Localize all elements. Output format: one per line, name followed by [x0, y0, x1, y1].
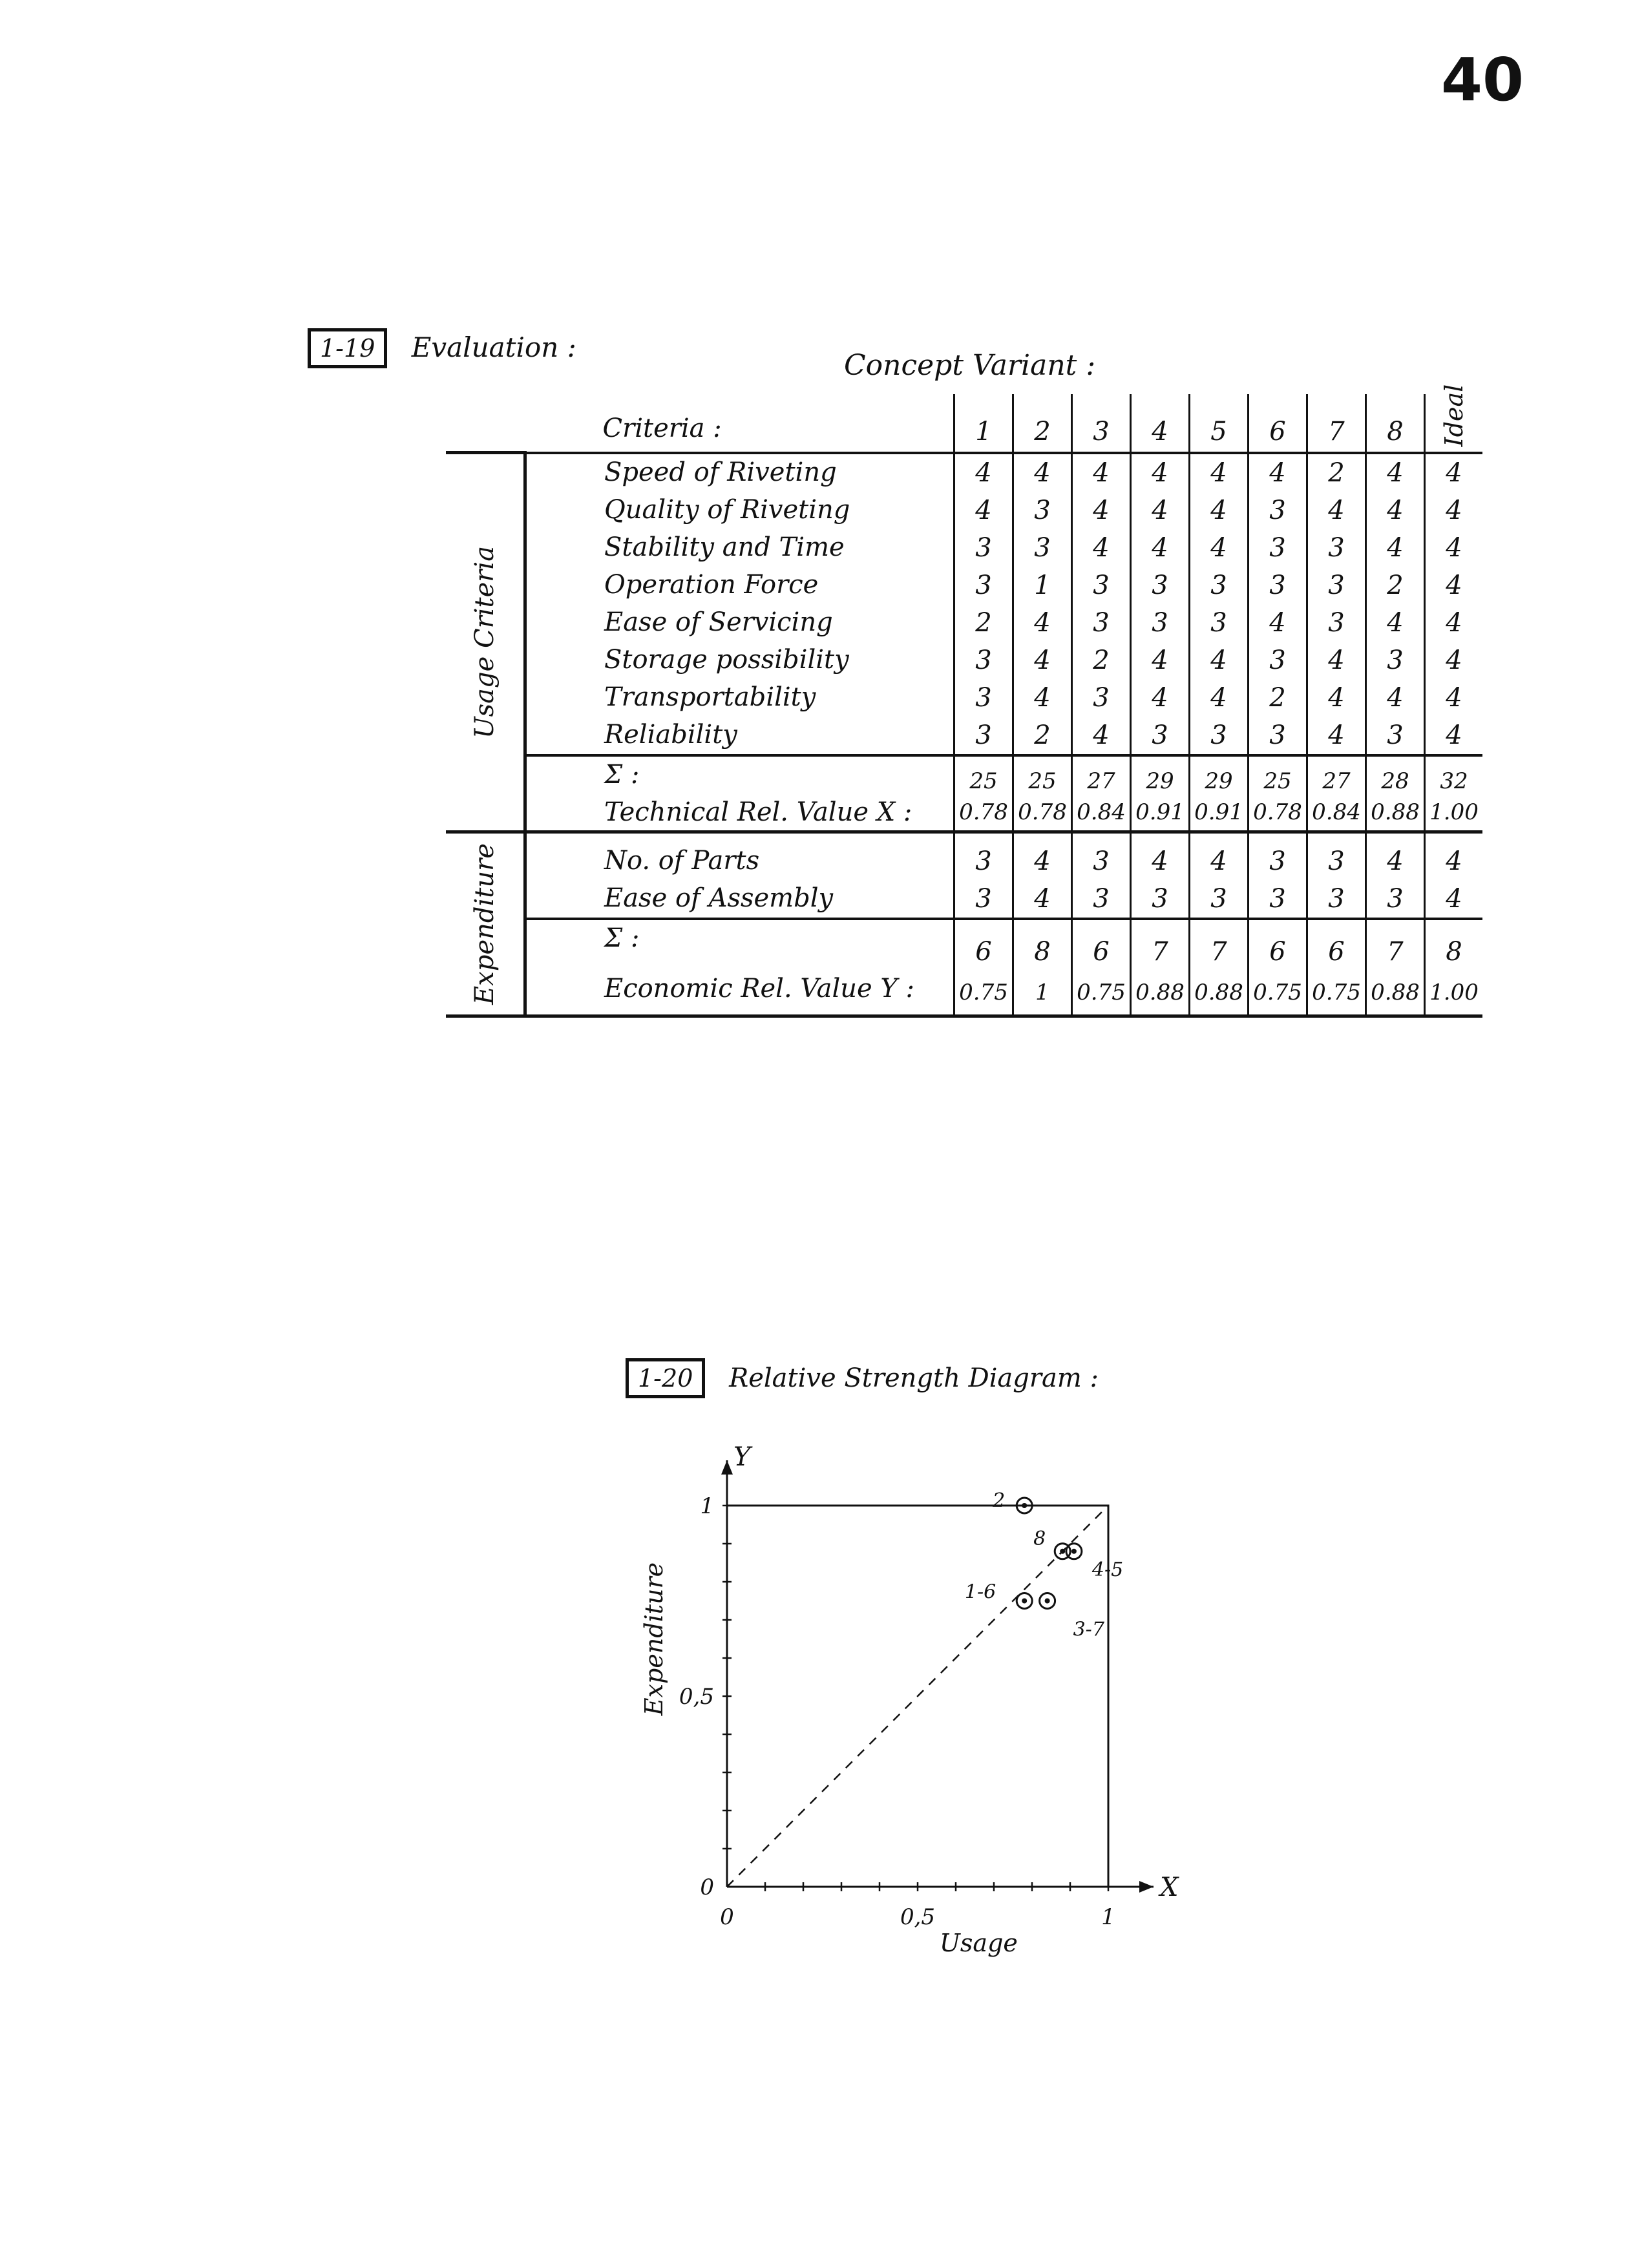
expenditure-sum-label: Σ : — [525, 919, 954, 971]
expenditure-score-cell: 3 — [1249, 832, 1307, 880]
score-cell: 4 — [1190, 453, 1249, 492]
score-cell: 4 — [1013, 679, 1072, 717]
variant-header: 6 — [1249, 394, 1307, 453]
usage-sum-cell: 27 — [1072, 755, 1131, 794]
economic-value-cell: 0.75 — [1249, 971, 1307, 1016]
expenditure-section-label — [446, 832, 525, 1016]
y-tick-label: 0,5 — [679, 1684, 714, 1710]
expenditure-score-cell: 3 — [1131, 880, 1190, 919]
score-cell: 4 — [1072, 492, 1131, 529]
expenditure-score-cell: 4 — [1366, 832, 1425, 880]
criteria-name: Storage possibility — [604, 644, 849, 675]
page-number: 40 — [1440, 45, 1524, 114]
usage-sum-cell: 25 — [1249, 755, 1307, 794]
point-label: 4-5 — [1091, 1558, 1124, 1581]
expenditure-score-cell: 4 — [1013, 880, 1072, 919]
economic-value-cell: 1 — [1013, 971, 1072, 1016]
score-cell: 3 — [1307, 567, 1366, 604]
economic-value-cell: 0.75 — [1072, 971, 1131, 1016]
expenditure-sum-cell: 7 — [1366, 919, 1425, 971]
criteria-name: Transportability — [604, 682, 816, 712]
usage-sum-cell: 27 — [1307, 755, 1366, 794]
score-cell: 4 — [1072, 453, 1131, 492]
score-cell: 3 — [1307, 529, 1366, 567]
expenditure-score-cell: 4 — [1190, 832, 1249, 880]
expenditure-score-cell: 3 — [1366, 880, 1425, 919]
technical-value-cell: 0.78 — [1013, 794, 1072, 832]
x-tick-label: 1 — [1101, 1904, 1115, 1930]
score-cell: 3 — [1131, 604, 1190, 642]
variant-header: 4 — [1131, 394, 1190, 453]
score-cell: 3 — [1190, 604, 1249, 642]
score-cell: 3 — [1249, 642, 1307, 679]
score-cell: 4 — [1013, 642, 1072, 679]
score-cell: 3 — [1072, 567, 1131, 604]
score-cell: 4 — [1307, 679, 1366, 717]
relative-strength-diagram — [582, 1434, 1241, 1990]
criteria-name: Stability and Time — [604, 532, 845, 562]
y-axis-label: Expenditure — [640, 1562, 668, 1716]
economic-value-cell: 0.75 — [1307, 971, 1366, 1016]
expenditure-score-cell: 3 — [1072, 832, 1131, 880]
expenditure-sum-cell: 8 — [1425, 919, 1483, 971]
concept-variant-heading: Concept Variant : — [844, 349, 1096, 382]
score-cell: 4 — [1425, 453, 1483, 492]
data-point-center — [1022, 1503, 1027, 1508]
diagram-title: Relative Strength Diagram : — [729, 1363, 1099, 1393]
score-cell: 4 — [1190, 642, 1249, 679]
point-label: 8 — [1033, 1527, 1046, 1550]
criteria-header: Criteria : — [525, 394, 954, 453]
data-point-center — [1060, 1549, 1065, 1554]
expenditure-score-cell: 4 — [1131, 832, 1190, 880]
criteria-row — [446, 679, 1482, 717]
data-point-center — [1045, 1599, 1050, 1604]
technical-value-cell: 0.91 — [1131, 794, 1190, 832]
expenditure-row — [446, 832, 1482, 880]
expenditure-sum-cell: 6 — [1072, 919, 1131, 971]
expenditure-sum-cell: 6 — [954, 919, 1013, 971]
point-label: 2 — [993, 1489, 1006, 1512]
evaluation-table — [446, 384, 1482, 1018]
expenditure-sum-cell: 7 — [1190, 919, 1249, 971]
score-cell: 4 — [1131, 453, 1190, 492]
expenditure-sum-cell: 7 — [1131, 919, 1190, 971]
criteria-row — [446, 642, 1482, 679]
score-cell: 4 — [1366, 492, 1425, 529]
expenditure-score-cell: 4 — [1013, 832, 1072, 880]
usage-criteria-label: Usage Criteria — [470, 545, 500, 739]
criteria-name: Quality of Riveting — [604, 494, 850, 525]
score-cell: 4 — [1425, 529, 1483, 567]
expenditure-score-cell: 3 — [1249, 880, 1307, 919]
point-label: 3-7 — [1073, 1618, 1104, 1641]
variant-header-ideal — [1425, 384, 1483, 453]
score-cell: 4 — [1425, 604, 1483, 642]
score-cell: 2 — [1307, 453, 1366, 492]
score-cell: 3 — [1072, 679, 1131, 717]
score-cell: 3 — [1190, 567, 1249, 604]
score-cell: 2 — [1366, 567, 1425, 604]
score-cell: 1 — [1013, 567, 1072, 604]
expenditure-score-cell: 3 — [954, 832, 1013, 880]
usage-sum-cell: 29 — [1190, 755, 1249, 794]
expenditure-criteria-name: No. of Parts — [604, 845, 760, 876]
score-cell: 3 — [1366, 717, 1425, 755]
usage-sum-row — [446, 755, 1482, 794]
expenditure-sum-cell: 6 — [1249, 919, 1307, 971]
criteria-row — [446, 567, 1482, 604]
usage-sum-cell: 25 — [1013, 755, 1072, 794]
technical-value-cell: 1.00 — [1425, 794, 1483, 832]
data-point-center — [1071, 1549, 1077, 1554]
variant-header: 8 — [1366, 394, 1425, 453]
score-cell: 3 — [1072, 604, 1131, 642]
expenditure-score-cell: 3 — [1190, 880, 1249, 919]
score-cell: 4 — [1249, 604, 1307, 642]
evaluation-title: Evaluation : — [411, 331, 576, 363]
score-cell: 3 — [954, 529, 1013, 567]
score-cell: 4 — [1425, 642, 1483, 679]
technical-value-row — [446, 794, 1482, 832]
technical-value-cell: 0.84 — [1072, 794, 1131, 832]
expenditure-sum-cell: 6 — [1307, 919, 1366, 971]
usage-section-label — [446, 453, 525, 832]
criteria-name: Operation Force — [604, 569, 819, 600]
expenditure-score-cell: 4 — [1425, 880, 1483, 919]
economic-value-cell: 0.75 — [954, 971, 1013, 1016]
usage-sum-cell: 28 — [1366, 755, 1425, 794]
table-header-row — [446, 394, 1482, 453]
score-cell: 3 — [954, 717, 1013, 755]
data-point-center — [1022, 1599, 1027, 1604]
score-cell: 2 — [1249, 679, 1307, 717]
score-cell: 4 — [1366, 604, 1425, 642]
expenditure-score-cell: 3 — [954, 880, 1013, 919]
y-tick-label: 0 — [700, 1874, 714, 1900]
score-cell: 4 — [1307, 492, 1366, 529]
score-cell: 4 — [954, 453, 1013, 492]
point-label: 1-6 — [964, 1580, 996, 1604]
variant-header: 3 — [1072, 394, 1131, 453]
criteria-row — [446, 453, 1482, 492]
usage-sum-cell: 25 — [954, 755, 1013, 794]
score-cell: 4 — [1425, 679, 1483, 717]
technical-value-cell: 0.78 — [1249, 794, 1307, 832]
usage-sum-cell: 29 — [1131, 755, 1190, 794]
score-cell: 4 — [1013, 453, 1072, 492]
x-axis-arrow — [1139, 1881, 1154, 1893]
usage-sum-cell: 32 — [1425, 755, 1483, 794]
x-tick-label: 0,5 — [900, 1904, 936, 1930]
score-cell: 3 — [1190, 717, 1249, 755]
expenditure-sum-row — [446, 919, 1482, 971]
score-cell: 4 — [1072, 717, 1131, 755]
score-cell: 2 — [1072, 642, 1131, 679]
variant-header: 1 — [954, 394, 1013, 453]
score-cell: 3 — [1013, 529, 1072, 567]
technical-value-cell: 0.91 — [1190, 794, 1249, 832]
expenditure-score-cell: 4 — [1425, 832, 1483, 880]
score-cell: 2 — [954, 604, 1013, 642]
score-cell: 4 — [1131, 679, 1190, 717]
score-cell: 4 — [954, 492, 1013, 529]
evaluation-heading — [308, 328, 576, 368]
criteria-name: Reliability — [604, 719, 737, 750]
score-cell: 3 — [1249, 717, 1307, 755]
y-axis-name: Y — [733, 1442, 751, 1472]
economic-value-cell: 0.88 — [1366, 971, 1425, 1016]
score-cell: 4 — [1366, 453, 1425, 492]
score-cell: 4 — [1366, 529, 1425, 567]
evaluation-tag: 1-19 — [308, 328, 387, 368]
score-cell: 3 — [1131, 717, 1190, 755]
usage-sum-label: Σ : — [525, 755, 954, 794]
criteria-row — [446, 492, 1482, 529]
y-tick-label: 1 — [700, 1493, 714, 1519]
technical-value-cell: 0.84 — [1307, 794, 1366, 832]
section-header-blank — [446, 394, 525, 453]
expenditure-score-cell: 3 — [1307, 832, 1366, 880]
score-cell: 4 — [1190, 492, 1249, 529]
score-cell: 4 — [1190, 679, 1249, 717]
economic-value-cell: 0.88 — [1190, 971, 1249, 1016]
ideal-label: Ideal — [1440, 384, 1468, 446]
criteria-row — [446, 717, 1482, 755]
expenditure-sum-cell: 8 — [1013, 919, 1072, 971]
score-cell: 3 — [1249, 567, 1307, 604]
score-cell: 3 — [1307, 604, 1366, 642]
variant-header: 7 — [1307, 394, 1366, 453]
score-cell: 4 — [1366, 679, 1425, 717]
variant-header: 2 — [1013, 394, 1072, 453]
score-cell: 3 — [1366, 642, 1425, 679]
expenditure-score-cell: 3 — [1307, 880, 1366, 919]
criteria-row — [446, 604, 1482, 642]
score-cell: 3 — [1131, 567, 1190, 604]
score-cell: 4 — [1072, 529, 1131, 567]
score-cell: 4 — [1249, 453, 1307, 492]
x-axis-label: Usage — [939, 1929, 1018, 1957]
score-cell: 3 — [954, 679, 1013, 717]
economic-value-cell: 0.88 — [1131, 971, 1190, 1016]
diagonal-line — [727, 1506, 1108, 1887]
technical-value-cell: 0.88 — [1366, 794, 1425, 832]
expenditure-row — [446, 880, 1482, 919]
score-cell: 4 — [1425, 492, 1483, 529]
expenditure-criteria-name: Ease of Assembly — [604, 883, 834, 913]
y-axis-arrow — [721, 1460, 733, 1475]
x-tick-label: 0 — [720, 1904, 734, 1930]
expenditure-score-cell: 3 — [1072, 880, 1131, 919]
technical-value-cell: 0.78 — [954, 794, 1013, 832]
score-cell: 4 — [1425, 567, 1483, 604]
variant-header: 5 — [1190, 394, 1249, 453]
score-cell: 3 — [1249, 492, 1307, 529]
score-cell: 3 — [1249, 529, 1307, 567]
criteria-name: Ease of Servicing — [604, 607, 833, 637]
score-cell: 4 — [1131, 529, 1190, 567]
criteria-row — [446, 529, 1482, 567]
economic-value-row — [446, 971, 1482, 1016]
criteria-name: Speed of Riveting — [604, 457, 837, 487]
x-axis-name: X — [1160, 1873, 1179, 1902]
score-cell: 4 — [1131, 492, 1190, 529]
score-cell: 4 — [1307, 642, 1366, 679]
score-cell: 4 — [1307, 717, 1366, 755]
technical-value-label: Technical Rel. Value X : — [525, 794, 954, 832]
score-cell: 3 — [954, 642, 1013, 679]
expenditure-label: Expenditure — [470, 843, 500, 1005]
score-cell: 4 — [1013, 604, 1072, 642]
economic-value-label: Economic Rel. Value Y : — [525, 971, 954, 1016]
diagram-tag: 1-20 — [626, 1358, 705, 1398]
score-cell: 4 — [1190, 529, 1249, 567]
score-cell: 4 — [1131, 642, 1190, 679]
score-cell: 2 — [1013, 717, 1072, 755]
score-cell: 3 — [954, 567, 1013, 604]
economic-value-cell: 1.00 — [1425, 971, 1483, 1016]
score-cell: 4 — [1425, 717, 1483, 755]
diagram-heading — [626, 1358, 1099, 1398]
score-cell: 3 — [1013, 492, 1072, 529]
